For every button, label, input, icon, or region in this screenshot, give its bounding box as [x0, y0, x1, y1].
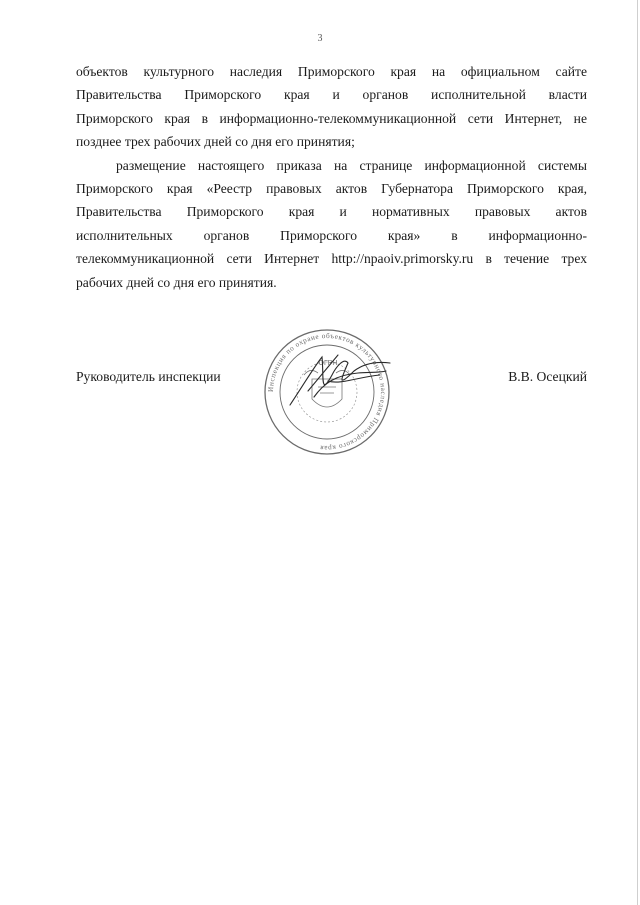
official-seal-stamp [262, 327, 392, 457]
document-body [76, 60, 587, 294]
seal-outer-text: Инспекция по охране объектов культурного наследия Приморского края [266, 331, 388, 453]
handwritten-signature [290, 355, 390, 405]
text-line: Правительства Приморского края и нормативных правовых актов [76, 204, 587, 220]
page-edge-line [637, 0, 638, 905]
paragraph-first-line: размещение настоящего приказа на странице информационной системы [116, 157, 587, 173]
text-line: телекоммуникационной сети Интернет http://npaoiv.primorsky.ru в течение трех [76, 251, 587, 267]
svg-text:Инспекция по охране объектов к [267, 332, 387, 452]
text-line: позднее трех рабочих дней со дня его принятия; [76, 134, 355, 150]
text-line: исполнительных органов Приморского края» в информационно- [76, 227, 587, 243]
signatory-name: В.В. Осецкий [508, 369, 587, 384]
text-line: Правительства Приморского края и органов исполнительной власти [76, 87, 587, 103]
signatory-title: Руководитель инспекции [76, 369, 221, 384]
text-line: рабочих дней со дня его принятия. [76, 274, 277, 290]
page-number: 3 [317, 33, 323, 44]
text-line: объектов культурного наследия Приморского края на официальном сайте [76, 64, 587, 79]
text-line: Приморского края «Реестр правовых актов Губернатора Приморского края, [76, 180, 587, 196]
seal-center-text: ОГРН [318, 360, 338, 367]
text-line: Приморского края в информационно-телекоммуникационной сети Интернет, не [76, 110, 587, 126]
